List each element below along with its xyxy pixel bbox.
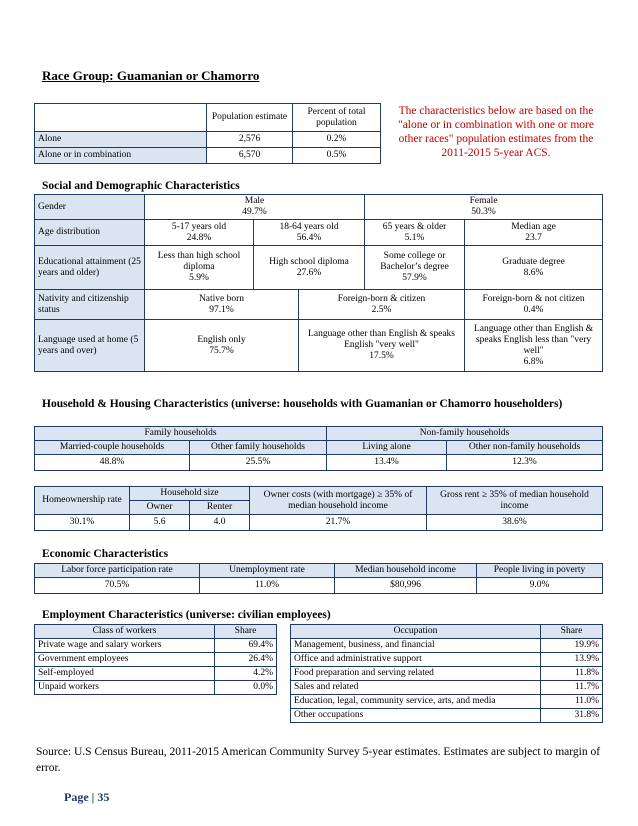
edu-item-value: 57.9% <box>402 273 427 283</box>
male-value: 49.7% <box>242 207 267 217</box>
family-households-header: Family households <box>35 427 327 441</box>
nativity-item <box>145 290 299 320</box>
language-item <box>465 320 603 372</box>
occupation-name: Sales and related <box>291 681 541 695</box>
household-col: Other non-family households <box>447 441 603 455</box>
homeownership-header: Homeownership rate <box>35 487 130 515</box>
nativity-item-name: Native born <box>198 293 245 304</box>
age-item <box>365 220 465 246</box>
occupation-name: Other occupations <box>291 709 541 723</box>
household-value: 13.4% <box>327 455 447 471</box>
economic-col: People living in poverty <box>477 564 603 578</box>
renter-size-value: 4.0 <box>190 515 250 531</box>
economic-col: Median household income <box>335 564 477 578</box>
age-item <box>254 220 365 246</box>
nativity-item-name: Foreign-born & citizen <box>337 293 426 304</box>
age-item-value: 24.8% <box>186 232 212 243</box>
household-section-title: Household & Housing Characteristics (universe: households with Guamanian or Chamorro householders) <box>42 398 563 410</box>
nativity-item-name: Foreign-born & not citizen <box>482 293 585 304</box>
nativity-label: Nativity and citizenship status <box>35 290 145 320</box>
edu-item-name: Less than high school diploma <box>157 251 241 272</box>
edu-item-name: High school diploma <box>269 256 349 267</box>
share-header: Share <box>215 625 277 639</box>
homeownership-value: 30.1% <box>35 515 130 531</box>
female-value: 50.3% <box>471 207 496 217</box>
age-item-name: 5-17 years old <box>171 221 227 232</box>
class-of-workers-header: Class of workers <box>35 625 215 639</box>
language-label: Language used at home (5 years and over) <box>35 320 145 372</box>
male-label: Male <box>244 196 265 206</box>
pct-value: 0.2% <box>293 132 381 148</box>
language-item <box>145 320 299 372</box>
nativity-item <box>299 290 465 320</box>
source-note: Source: U.S Census Bureau, 2011-2015 American Community Survey 5-year estimates. Estimates are subject to margin of error. <box>36 746 601 774</box>
age-item-value: 56.4% <box>296 232 322 243</box>
occupation-share: 31.8% <box>541 709 603 723</box>
language-item-name: Language other than English & speaks English less than "very well" <box>473 323 594 356</box>
pop-value: 6,570 <box>207 148 293 164</box>
education-label: Educational attainment (25 years and older) <box>35 246 145 290</box>
housing-table <box>34 486 603 531</box>
age-label: Age distribution <box>35 220 145 246</box>
age-item-value: 23.7 <box>525 232 542 243</box>
nativity-item <box>465 290 603 320</box>
owner-header: Owner <box>130 501 190 515</box>
class-share: 26.4% <box>215 653 277 667</box>
owner-costs-value: 21.7% <box>250 515 427 531</box>
class-name: Self-employed <box>35 667 215 681</box>
percent-total-header: Percent of total population <box>293 104 381 132</box>
gross-rent-value: 38.6% <box>427 515 603 531</box>
household-value: 12.3% <box>447 455 603 471</box>
language-item-name: Language other than English & speaks English "very well" <box>308 329 455 350</box>
occupation-share: 11.0% <box>541 695 603 709</box>
age-item-value: 5.1% <box>404 232 425 243</box>
age-item <box>465 220 603 246</box>
edu-item <box>365 246 465 290</box>
class-share: 0.0% <box>215 681 277 695</box>
occupation-name: Management, business, and financial <box>291 639 541 653</box>
edu-item-value: 5.9% <box>189 273 209 283</box>
blank-cell <box>35 104 207 132</box>
edu-item <box>254 246 365 290</box>
language-item-name: English only <box>197 334 246 345</box>
occupation-share: 11.8% <box>541 667 603 681</box>
class-of-workers-table <box>34 624 277 695</box>
edu-item-name: Graduate degree <box>502 256 565 267</box>
share-header: Share <box>541 625 603 639</box>
edu-item-value: 8.6% <box>523 267 544 278</box>
female-label: Female <box>469 196 498 206</box>
class-name: Private wage and salary workers <box>35 639 215 653</box>
page-label: Page <box>64 790 89 804</box>
occupation-share: 13.9% <box>541 653 603 667</box>
age-item-name: Median age <box>511 221 556 232</box>
gender-male <box>145 195 365 220</box>
class-share: 4.2% <box>215 667 277 681</box>
age-item-name: 65 years & older <box>382 221 447 232</box>
population-estimate-header: Population estimate <box>207 104 293 132</box>
page-number <box>64 790 109 805</box>
age-item <box>145 220 254 246</box>
economic-value: $80,996 <box>335 578 477 594</box>
age-item-name: 18-64 years old <box>279 221 339 232</box>
gender-label: Gender <box>35 195 145 220</box>
language-item <box>299 320 465 372</box>
renter-header: Renter <box>190 501 250 515</box>
social-table <box>34 194 603 372</box>
economic-section-title: Economic Characteristics <box>42 548 169 560</box>
page-separator: | <box>91 790 95 804</box>
language-item-value: 75.7% <box>209 345 234 356</box>
class-name: Government employees <box>35 653 215 667</box>
occupation-share: 11.7% <box>541 681 603 695</box>
occupation-header: Occupation <box>291 625 541 639</box>
race-group-title: Race Group: Guamanian or Chamorro <box>42 68 260 83</box>
economic-col: Unemployment rate <box>200 564 335 578</box>
household-value: 48.8% <box>35 455 190 471</box>
edu-item-name: Some college or Bachelor’s degree <box>380 251 449 272</box>
population-table <box>34 103 381 164</box>
household-col: Married-couple households <box>35 441 190 455</box>
gross-rent-header: Gross rent ≥ 35% of median household income <box>427 487 603 515</box>
owner-costs-header: Owner costs (with mortgage) ≥ 35% of median household income <box>250 487 427 515</box>
occupation-table <box>290 624 603 723</box>
edu-item <box>465 246 603 290</box>
gender-female <box>365 195 603 220</box>
employment-section-title: Employment Characteristics (universe: civilian employees) <box>42 609 331 621</box>
occupation-name: Food preparation and serving related <box>291 667 541 681</box>
pct-value: 0.5% <box>293 148 381 164</box>
language-item-value: 17.5% <box>369 351 394 361</box>
nonfamily-households-header: Non-family households <box>327 427 603 441</box>
class-name: Unpaid workers <box>35 681 215 695</box>
row-label: Alone or in combination <box>35 148 207 164</box>
class-share: 69.4% <box>215 639 277 653</box>
household-size-header: Household size <box>130 487 250 501</box>
social-section-title: Social and Demographic Characteristics <box>42 180 240 192</box>
economic-value: 70.5% <box>35 578 200 594</box>
pop-value: 2,576 <box>207 132 293 148</box>
occupation-share: 19.9% <box>541 639 603 653</box>
household-value: 25.5% <box>190 455 327 471</box>
household-col: Other family households <box>190 441 327 455</box>
economic-value: 9.0% <box>477 578 603 594</box>
economic-value: 11.0% <box>200 578 335 594</box>
owner-size-value: 5.6 <box>130 515 190 531</box>
economic-table <box>34 563 603 594</box>
page-number-value: 35 <box>97 790 110 804</box>
row-label: Alone <box>35 132 207 148</box>
nativity-item-value: 0.4% <box>523 304 544 315</box>
edu-item <box>145 246 254 290</box>
economic-col: Labor force participation rate <box>35 564 200 578</box>
methodology-note: The characteristics below are based on the "alone or in combination with one or more other races" population estimates from the 2011-2015 5-year ACS. <box>398 105 594 159</box>
edu-item-value: 27.6% <box>296 267 322 278</box>
occupation-name: Office and administrative support <box>291 653 541 667</box>
nativity-item-value: 2.5% <box>371 304 392 315</box>
household-table <box>34 426 603 471</box>
language-item-value: 6.8% <box>523 356 544 367</box>
household-col: Living alone <box>327 441 447 455</box>
occupation-name: Education, legal, community service, arts, and media <box>291 695 541 709</box>
nativity-item-value: 97.1% <box>209 304 234 315</box>
